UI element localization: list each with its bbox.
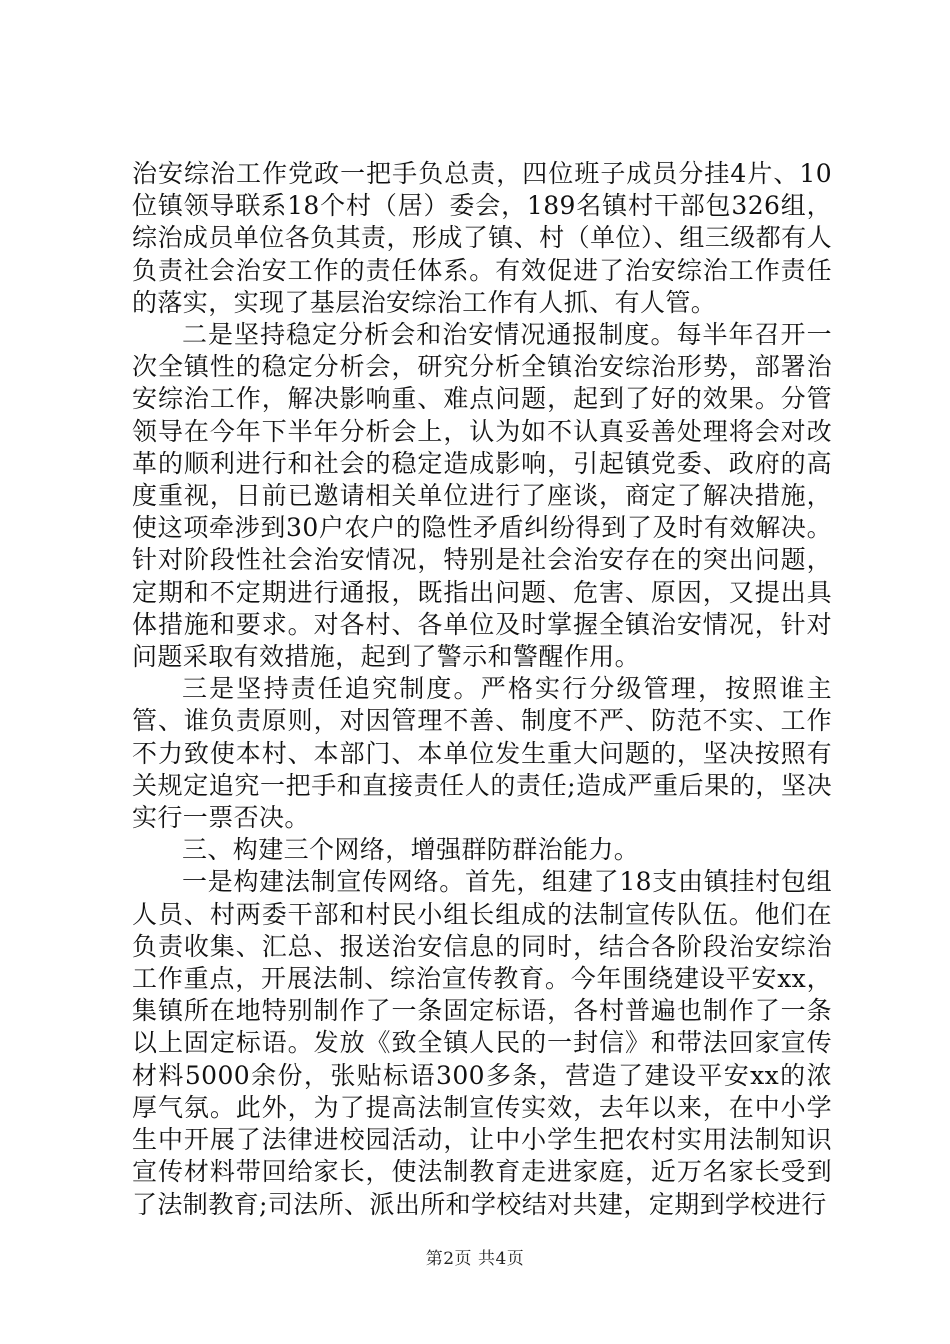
paragraph-continued: 治安综治工作党政一把手负总责，四位班子成员分挂4片、10位镇领导联系18个村（居）委会，189名镇村干部包326组，综治成员单位各负其责，形成了镇、村（单位）、组三级都有人负责社会治安工作的责任体系。有效促进了治安综治工作责任的落实，实现了基层治安综治工作有人抓、有人管。 xyxy=(132,159,832,317)
page-number-footer: 第2页 共4页 xyxy=(425,1249,525,1269)
paragraph-stability-meeting: 二是坚持稳定分析会和治安情况通报制度。每半年召开一次全镇性的稳定分析会，研究分析全镇治安综治形势，部署治安综治工作，解决影响重、难点问题，起到了好的效果。分管领导在今年下半年分析会上，认为如不认真妥善处理将会对改革的顺利进行和社会的稳定造成影响，引起镇党委、政府的高度重视，日前已邀请相关单位进行了座谈，商定了解决措施，使这项牵涉到30户农户的隐性矛盾纠纷得到了及时有效解决。针对阶段性社会治安情况，特别是社会治安存在的突出问题，定期和不定期进行通报，既指出问题、危害、原因，又提出具体措施和要求。对各村、各单位及时掌握全镇治安情况，针对问题采取有效措施，起到了警示和警醒作用。 xyxy=(132,320,832,672)
section-heading-three-networks: 三、构建三个网络，增强群防群治能力。 xyxy=(182,835,640,865)
paragraph-accountability: 三是坚持责任追究制度。严格实行分级管理，按照谁主管、谁负责原则，对因管理不善、制度不严、防范不实、工作不力致使本村、本部门、本单位发生重大问题的，坚决按照有关规定追究一把手和直接责任人的责任;造成严重后果的，坚决实行一票否决。 xyxy=(132,674,832,833)
paragraph-legal-publicity-network: 一是构建法制宣传网络。首先，组建了18支由镇挂村包组人员、村两委干部和村民小组长组成的法制宣传队伍。他们在负责收集、汇总、报送治安信息的同时，结合各阶段治安综治工作重点，开展法制、综治宣传教育。今年围绕建设平安xx，集镇所在地特别制作了一条固定标语，各村普遍也制作了一条以上固定标语。发放《致全镇人民的一封信》和带法回家宣传材料5000余份，张贴标语300多条，营造了建设平安xx的浓厚气氛。此外，为了提高法制宣传实效，去年以来，在中小学生中开展了法律进校园活动，让中小学生把农村实用法制知识宣传材料带回给家长，使法制教育走进家庭，近万名家长受到了法制教育;司法所、派出所和学校结对共建，定期到学校进行 xyxy=(132,867,832,1219)
document-body xyxy=(132,158,832,1221)
